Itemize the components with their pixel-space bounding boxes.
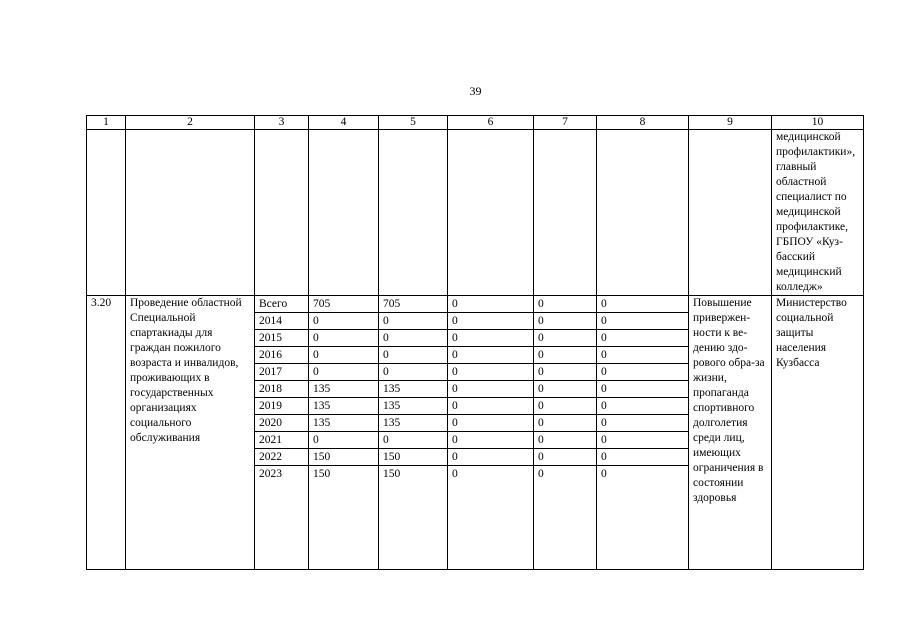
page-number: 39 [469,84,482,98]
year-row [448,296,533,313]
value-cell: 0 [379,364,447,381]
year-row [534,398,596,415]
year-row [379,330,447,347]
year-cell: Всего [255,296,308,313]
header-cell: 6 [448,116,534,130]
year-row [309,347,378,364]
value-cell: 0 [379,432,447,449]
year-row [534,432,596,449]
year-row [255,415,308,432]
year-row [597,415,688,432]
year-row [379,296,447,313]
year-cell: 2019 [255,398,308,415]
year-row [534,415,596,432]
value-cell: 0 [452,468,458,480]
year-cell: 2021 [255,432,308,449]
year-cell: 2018 [255,381,308,398]
year-row [309,296,378,313]
year-row [448,381,533,398]
value-cell: 0 [534,313,596,330]
col8-values [597,296,689,570]
value-cell: 0 [448,313,533,330]
item-result: Повышение привержен-ности к ве-дению здо-рового обра-за жизни, пропаганда спортивного долголетия среди лиц, имеющих ограничения в состоянии здоровья [689,296,772,570]
year-row [448,449,533,466]
value-cell: 0 [448,347,533,364]
item-number: 3.20 [87,296,126,570]
year-row [597,347,688,364]
value-cell: 0 [597,347,688,364]
year-row [379,415,447,432]
years-column [255,296,309,570]
year-row [597,313,688,330]
value-cell: 150 [379,449,447,466]
item-title: Проведение областной Специальной спартакиады для граждан пожилого возраста и инвалидов, проживающих в государственных организациях социального обслуживания [126,296,255,570]
value-cell: 705 [379,296,447,313]
value-cell: 0 [379,330,447,347]
year-row [309,449,378,466]
value-cell: 0 [597,330,688,347]
value-cell: 0 [534,449,596,466]
value-cell: 0 [448,432,533,449]
year-row [534,466,596,483]
value-cell: 0 [379,347,447,364]
year-cell: 2015 [255,330,308,347]
header-cell: 4 [309,116,379,130]
year-row [448,432,533,449]
header-cell: 8 [597,116,689,130]
header-cell: 3 [255,116,309,130]
col6-values [448,296,534,570]
col7-values [534,296,597,570]
value-cell: 135 [309,398,378,415]
value-cell: 0 [597,296,688,313]
value-cell: 0 [534,347,596,364]
value-cell: 0 [597,398,688,415]
year-cell: 2020 [255,415,308,432]
year-row [379,432,447,449]
year-row [534,381,596,398]
year-row [309,381,378,398]
program-table [86,115,864,570]
header-cell: 9 [689,116,772,130]
value-cell: 0 [597,381,688,398]
year-row [255,398,308,415]
year-cell: 2023 [259,468,282,480]
year-row [309,313,378,330]
year-row [255,381,308,398]
year-row [534,313,596,330]
item-row [87,296,864,570]
year-row [597,449,688,466]
value-cell: 0 [534,398,596,415]
year-cell: 2017 [255,364,308,381]
year-row [255,330,308,347]
year-row [309,330,378,347]
value-cell: 0 [448,415,533,432]
year-row [534,330,596,347]
year-row [448,347,533,364]
year-row [379,398,447,415]
value-cell: 0 [379,313,447,330]
year-row [309,432,378,449]
year-row [534,347,596,364]
value-cell: 0 [448,449,533,466]
year-row [448,364,533,381]
value-cell: 0 [448,364,533,381]
value-cell: 0 [597,432,688,449]
value-cell: 0 [534,432,596,449]
year-row [379,347,447,364]
value-cell: 0 [309,364,378,381]
value-cell: 0 [309,432,378,449]
year-row [379,381,447,398]
year-cell: 2014 [255,313,308,330]
header-cell: 10 [772,116,864,130]
year-row [597,381,688,398]
continuation-executor: медицинской профилактики», главный областной специалист по медицинской профилактике, ГБПОУ «Куз-басский медицинский колледж» [772,130,864,296]
continuation-row [87,130,864,296]
year-row [255,364,308,381]
year-cell: 2016 [255,347,308,364]
year-row [309,398,378,415]
value-cell: 0 [601,468,607,480]
year-row [255,313,308,330]
value-cell: 0 [309,347,378,364]
value-cell: 0 [309,330,378,347]
year-row [379,449,447,466]
year-cell: 2022 [255,449,308,466]
value-cell: 705 [309,296,378,313]
value-cell: 0 [534,381,596,398]
year-row [255,432,308,449]
year-row [534,296,596,313]
value-cell: 0 [448,330,533,347]
year-row [534,364,596,381]
value-cell: 0 [309,313,378,330]
value-cell: 0 [448,296,533,313]
header-cell: 5 [379,116,448,130]
header-cell: 7 [534,116,597,130]
year-row [379,313,447,330]
year-row [597,296,688,313]
year-row [597,364,688,381]
value-cell: 0 [597,364,688,381]
value-cell: 0 [534,415,596,432]
value-cell: 150 [313,468,331,480]
year-row [597,432,688,449]
year-row [309,364,378,381]
header-cell: 1 [87,116,126,130]
value-cell: 135 [379,415,447,432]
year-row [448,466,533,483]
item-executor: Министерство социальной защиты населения Кузбасса [772,296,864,570]
year-row [597,466,688,483]
value-cell: 0 [448,381,533,398]
year-row [448,415,533,432]
value-cell: 0 [597,449,688,466]
year-row [597,330,688,347]
value-cell: 0 [448,398,533,415]
year-row [379,364,447,381]
year-row [379,466,447,483]
value-cell: 135 [309,381,378,398]
year-row [309,415,378,432]
year-row [597,398,688,415]
value-cell: 135 [379,381,447,398]
year-row [255,296,308,313]
value-cell: 150 [309,449,378,466]
year-row [255,449,308,466]
value-cell: 0 [534,330,596,347]
year-row [448,313,533,330]
header-row [87,116,864,130]
header-cell: 2 [126,116,255,130]
value-cell: 0 [597,313,688,330]
value-cell: 0 [534,296,596,313]
col5-values [379,296,448,570]
value-cell: 0 [534,364,596,381]
year-row [448,398,533,415]
value-cell: 150 [383,468,401,480]
col4-values [309,296,379,570]
value-cell: 135 [379,398,447,415]
value-cell: 135 [309,415,378,432]
year-row [255,347,308,364]
year-row [534,449,596,466]
year-row [309,466,378,483]
value-cell: 0 [538,468,544,480]
year-row [255,466,308,483]
value-cell: 0 [597,415,688,432]
year-row [448,330,533,347]
